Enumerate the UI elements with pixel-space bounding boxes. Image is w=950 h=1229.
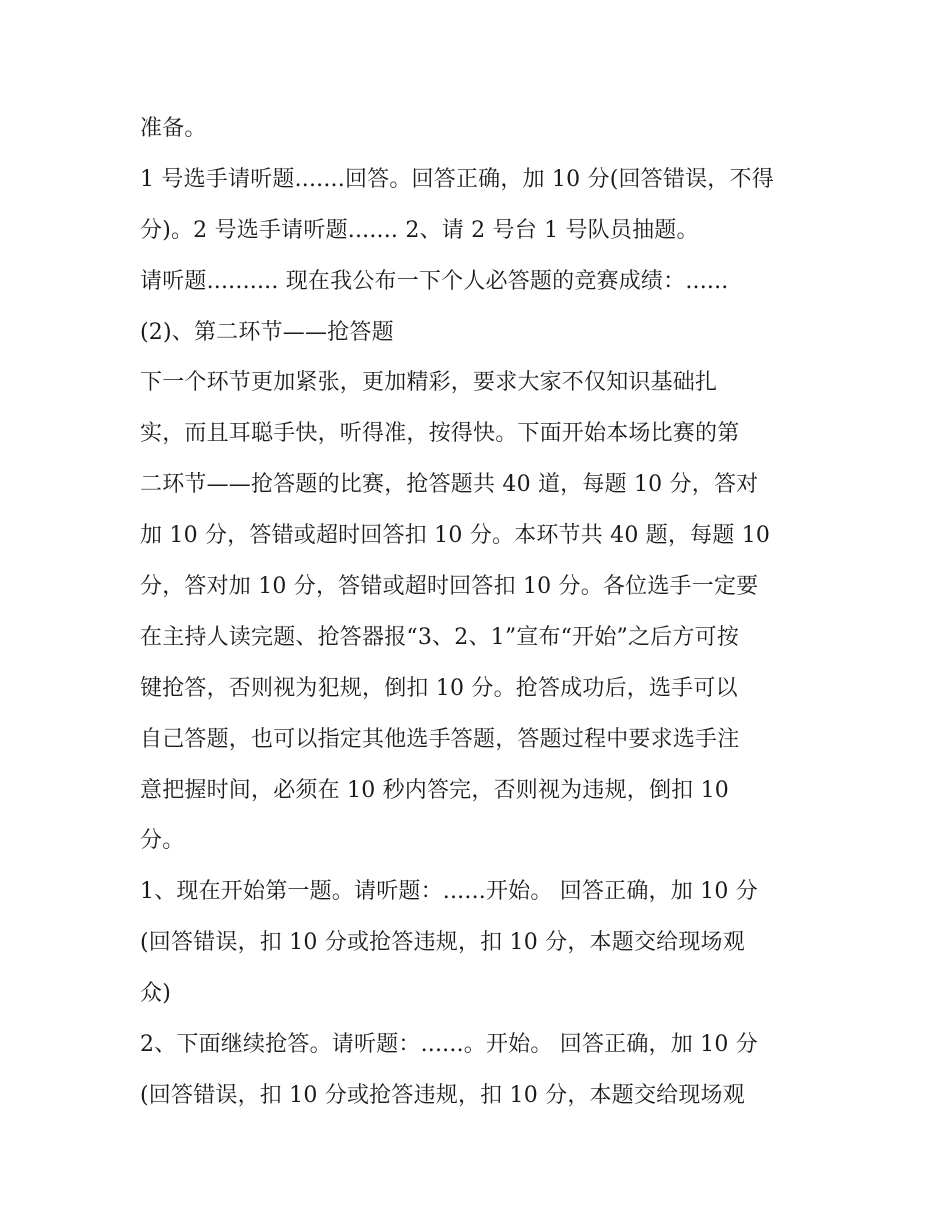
text-line: 分)。2 号选手请听题....... 2、请 2 号台 1 号队员抽题。 [140,217,699,243]
text-line: 分，答对加 10 分，答错或超时回答扣 10 分。各位选手一定要 [140,574,759,600]
text-line: 2、下面继续抢答。请听题：......。开始。 回答正确，加 10 分 [140,1032,758,1058]
text-line: 在主持人读完题、抢答器报“3、2、1”宣布“开始”之后方可按 [140,624,739,650]
text-line: 请听题.......... 现在我公布一下个人必答题的竞赛成绩：...... [140,268,729,294]
text-line: 自己答题，也可以指定其他选手答题，答题过程中要求选手注 [140,726,740,752]
text-line: (回答错误，扣 10 分或抢答违规，扣 10 分，本题交给现场观 [140,930,745,956]
text-line: 准备。 [140,116,207,141]
document-page [140,104,820,1122]
text-line: 实，而且耳聪手快，听得准，按得快。下面开始本场比赛的第 [140,421,740,447]
text-line: 二环节——抢答题的比赛，抢答题共 40 道，每题 10 分，答对 [140,472,759,498]
text-line: 分。 [140,828,185,854]
text-line: 键抢答，否则视为犯规，倒扣 10 分。抢答成功后，选手可以 [140,675,738,701]
text-line: 1 号选手请听题.......回答。回答正确，加 10 分(回答错误，不得 [140,166,774,192]
text-line: 下一个环节更加紧张，更加精彩，要求大家不仅知识基础扎 [140,370,718,396]
text-line: 1、现在开始第一题。请听题：......开始。 回答正确，加 10 分 [140,879,758,905]
text-line: 意把握时间，必须在 10 秒内答完，否则视为违规，倒扣 10 [140,777,729,803]
text-line: 众) [140,981,171,1007]
section-heading: (2)、第二环节——抢答题 [140,319,394,345]
text-line: 加 10 分，答错或超时回答扣 10 分。本环节共 40 题，每题 10 [140,523,771,549]
text-line: (回答错误，扣 10 分或抢答违规，扣 10 分，本题交给现场观 [140,1082,745,1108]
